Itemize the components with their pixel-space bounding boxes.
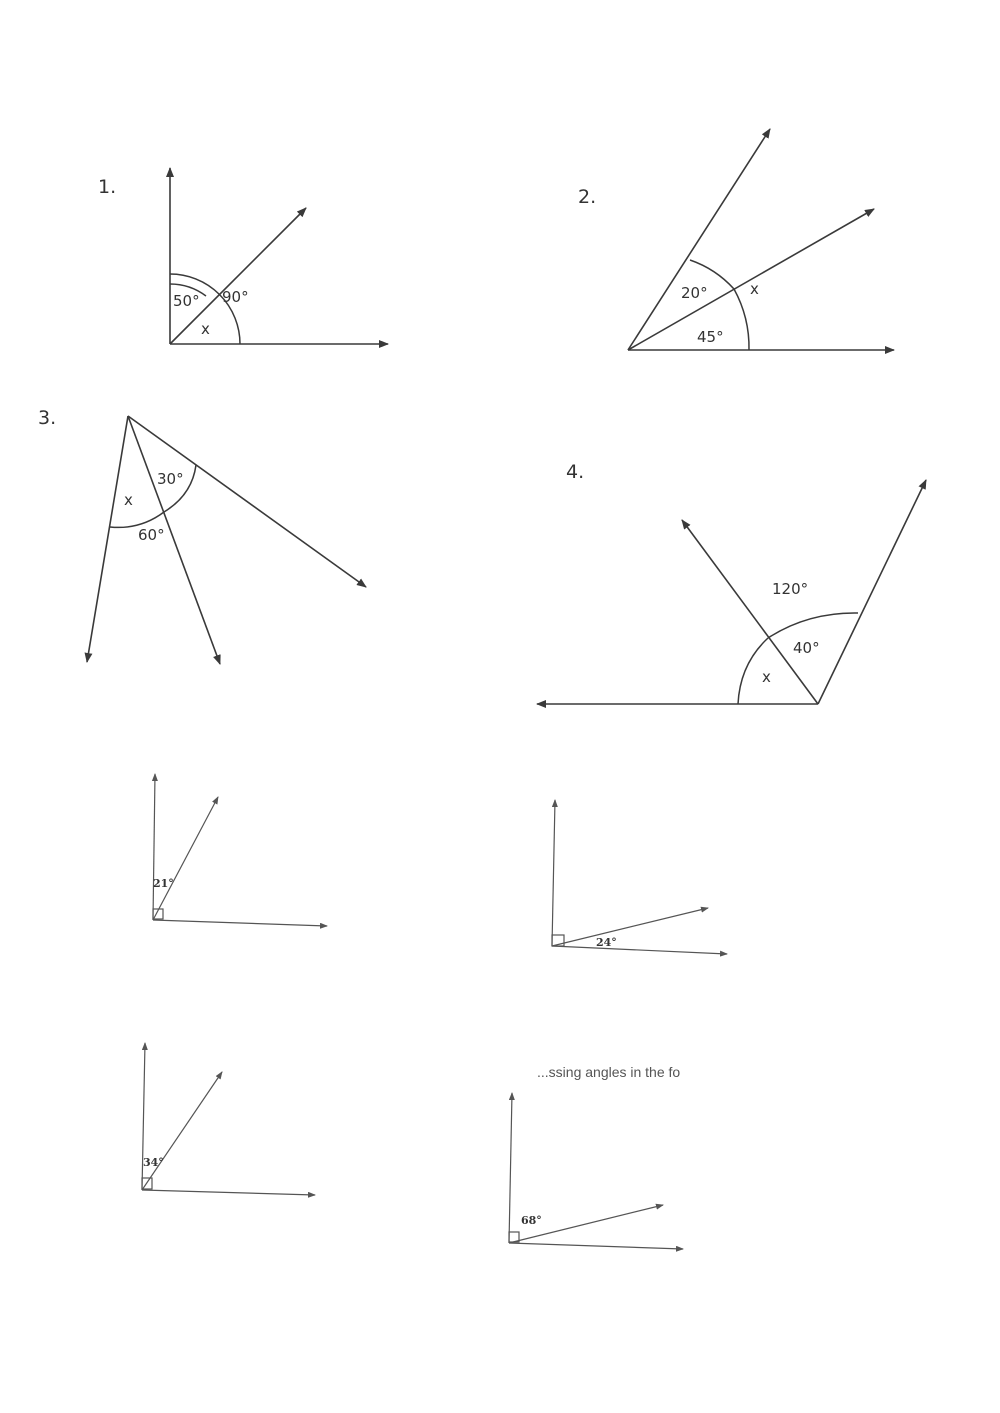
ray-diagonal: [552, 908, 708, 946]
angle-label-45: 45°: [697, 328, 724, 346]
problem-4-number: 4.: [566, 461, 585, 483]
angle-label-50: 50°: [173, 292, 200, 310]
ray-horizontal: [509, 1243, 683, 1249]
angle-label-x: x: [201, 320, 210, 338]
ray-diagonal: [142, 1072, 222, 1190]
ray-diagonal: [170, 208, 306, 344]
angle-label-20: 20°: [681, 284, 708, 302]
angle-label-60: 60°: [138, 526, 165, 544]
angle-arc-120: [768, 613, 858, 638]
cut-off-instruction-text: ...ssing angles in the fo: [537, 1064, 681, 1080]
angle-label-x: x: [750, 280, 759, 298]
angle-label-120: 120°: [772, 580, 809, 598]
ray-diagonal: [153, 797, 218, 920]
problem-4: [537, 461, 926, 704]
ray-upper-left: [682, 520, 818, 704]
angle-label-34: 34°: [143, 1156, 164, 1169]
angle-label-x: x: [762, 668, 771, 686]
angle-label-21: 21°: [153, 877, 174, 890]
extra-angle-68: [509, 1093, 683, 1249]
extra-angle-34: [142, 1043, 315, 1195]
angle-label-90: 90°: [222, 288, 249, 306]
angle-arc-45: [734, 289, 749, 350]
problem-2-number: 2.: [578, 186, 597, 208]
angle-label-40: 40°: [793, 639, 820, 657]
ray-horizontal: [153, 920, 327, 926]
angle-label-30: 30°: [157, 470, 184, 488]
ray-upper-right: [818, 480, 926, 704]
ray-horizontal: [142, 1190, 315, 1195]
ray-vertical: [153, 774, 155, 920]
extra-angle-21: [153, 774, 327, 926]
ray-left: [87, 416, 128, 662]
angle-label-24: 24°: [596, 936, 617, 949]
problem-3: [38, 407, 366, 664]
ray-vertical: [509, 1093, 512, 1243]
problem-2: [578, 129, 894, 350]
angle-label-x: x: [124, 491, 133, 509]
ray-horizontal: [552, 946, 727, 954]
problem-1: [98, 168, 388, 344]
ray-vertical: [552, 800, 555, 946]
ray-steep: [628, 129, 770, 350]
extra-angle-24: [552, 800, 727, 954]
problem-1-number: 1.: [98, 176, 117, 198]
problem-3-number: 3.: [38, 407, 57, 429]
ray-right: [128, 416, 366, 587]
angle-label-68: 68°: [521, 1214, 542, 1227]
